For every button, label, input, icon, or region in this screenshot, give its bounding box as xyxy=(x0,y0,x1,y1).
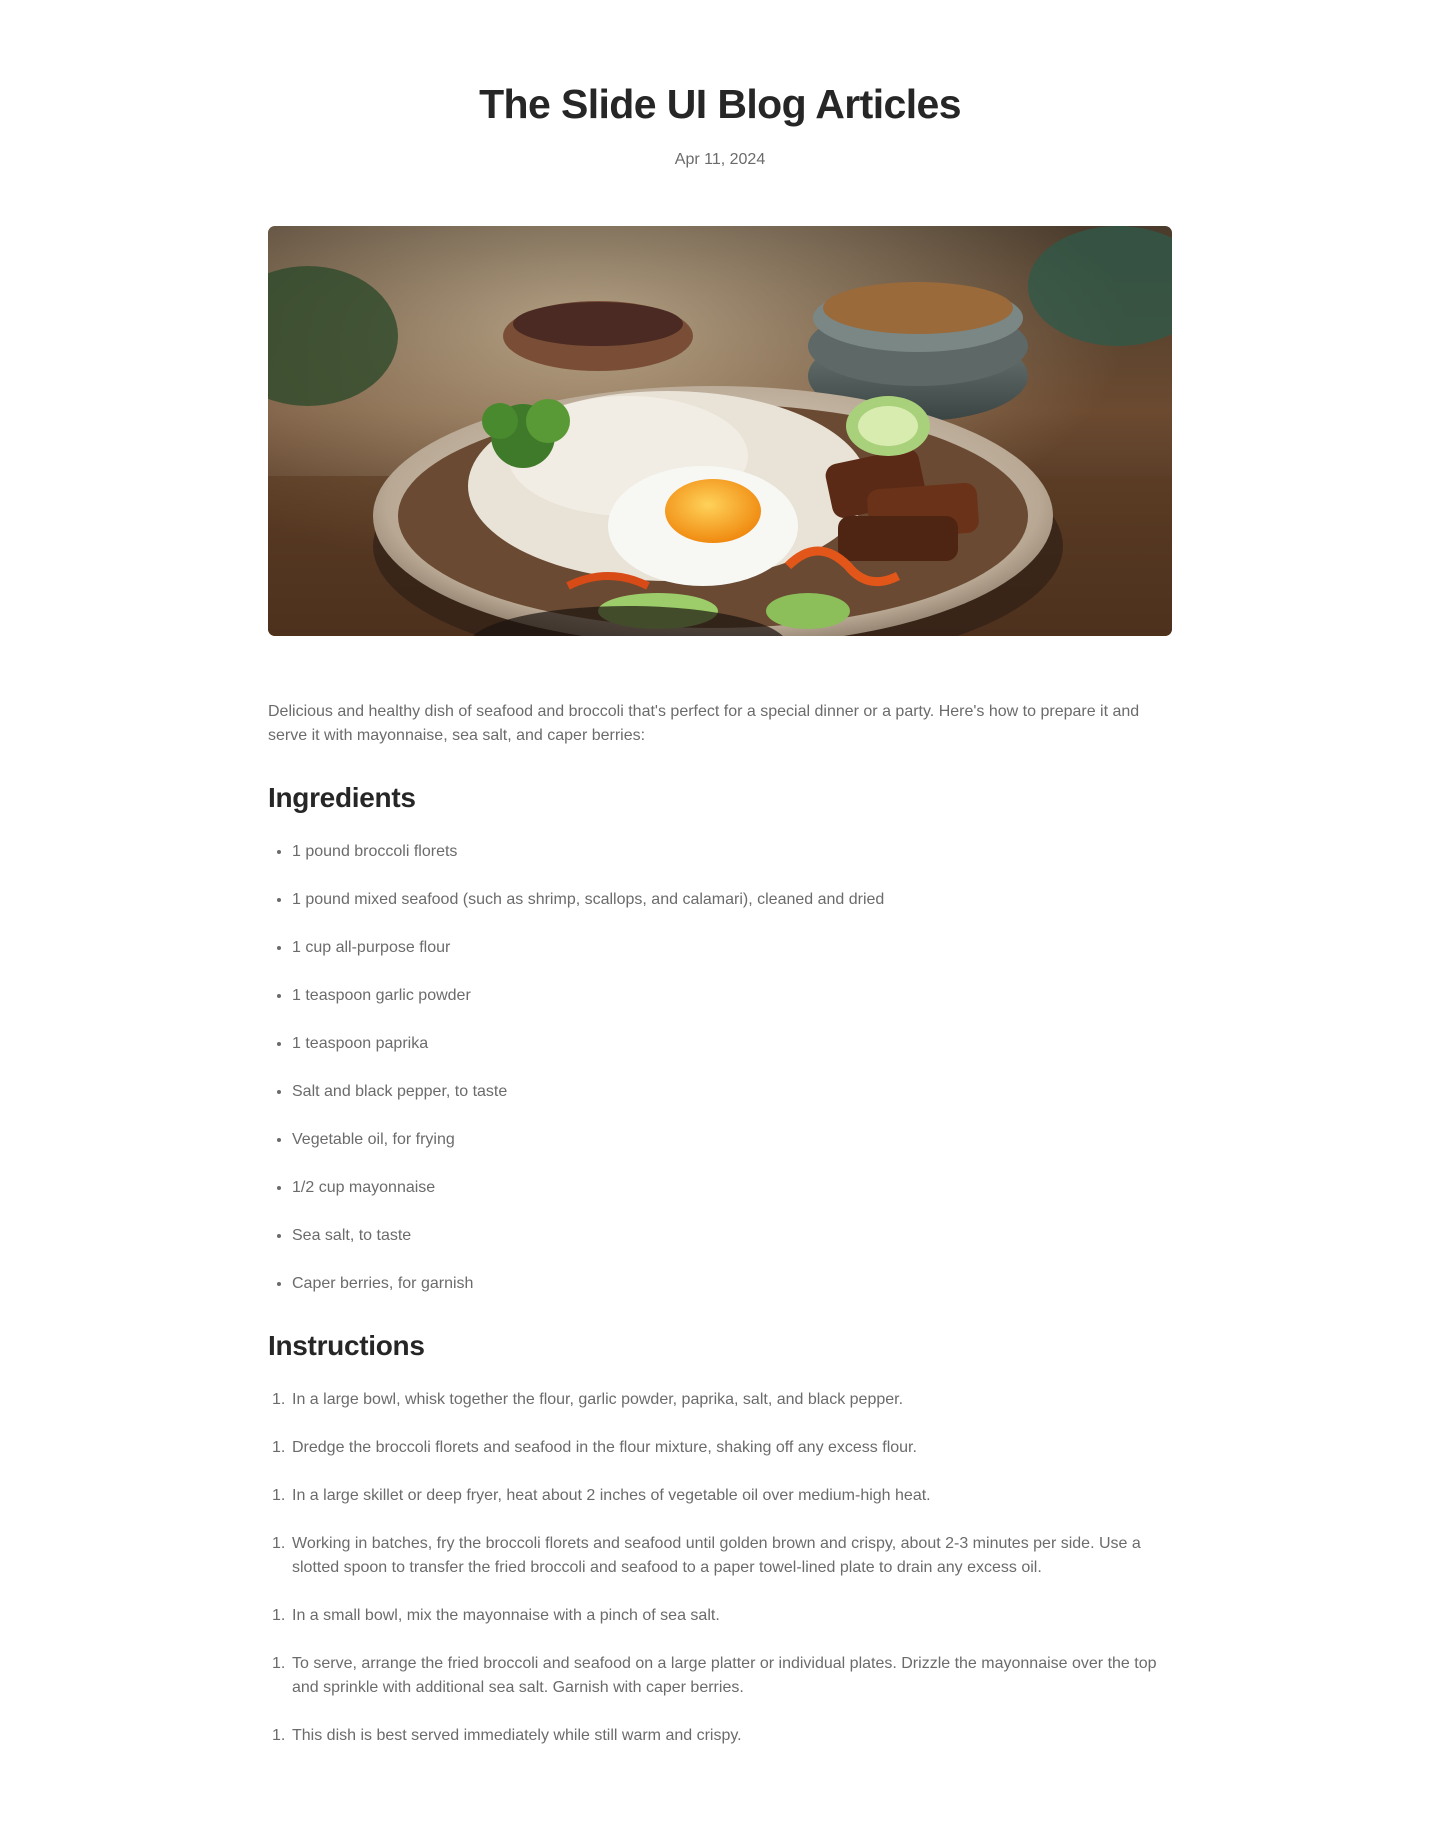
instruction-step xyxy=(272,1604,1172,1628)
instruction-step xyxy=(272,1484,1172,1508)
ingredients-heading: Ingredients xyxy=(268,782,416,813)
instruction-step xyxy=(272,1652,1172,1700)
step-number: 1. xyxy=(272,1607,286,1624)
step-text: In a large bowl, whisk together the flour, garlic powder, paprika, salt, and black pepper. xyxy=(292,1391,904,1408)
step-number: 1. xyxy=(272,1487,286,1504)
ingredient-item: • 1/2 cup mayonnaise xyxy=(292,1176,1172,1200)
instruction-step xyxy=(272,1388,1172,1412)
ingredient-item: • 1 cup all-purpose flour xyxy=(292,936,1172,960)
instruction-step xyxy=(272,1532,1172,1580)
ingredient-item: • Vegetable oil, for frying xyxy=(292,1128,1172,1152)
step-text: This dish is best served immediately while still warm and crispy. xyxy=(292,1727,742,1744)
ingredient-item: • 1 teaspoon garlic powder xyxy=(292,984,1172,1008)
step-text: To serve, arrange the fried broccoli and seafood on a large platter or individual plates. Drizzle the mayonnaise over the top and sprinkle with additional sea salt. Garnish with caper berries. xyxy=(292,1655,1157,1696)
blog-article xyxy=(268,0,1172,1748)
step-number: 1. xyxy=(272,1535,286,1552)
ingredient-item: • Salt and black pepper, to taste xyxy=(292,1080,1172,1104)
step-number: 1. xyxy=(272,1391,286,1408)
instruction-step xyxy=(272,1724,1172,1748)
instructions-heading: Instructions xyxy=(268,1330,425,1361)
step-text: In a small bowl, mix the mayonnaise with a pinch of sea salt. xyxy=(292,1607,720,1624)
ingredients-list xyxy=(268,840,1172,1296)
step-text: Working in batches, fry the broccoli florets and seafood until golden brown and crispy, about 2-3 minutes per side. Use a slotted spoon to transfer the fried broccoli and seafood to a paper towel-lined plate to drain any excess oil. xyxy=(292,1535,1141,1576)
intro-paragraph: Delicious and healthy dish of seafood and broccoli that's perfect for a special dinner or a party. Here's how to prepare it and serve it with mayonnaise, sea salt, and caper berries: xyxy=(268,703,1140,744)
page-title: The Slide UI Blog Articles xyxy=(479,81,961,127)
instructions-list xyxy=(268,1388,1172,1748)
article-header xyxy=(268,78,1172,171)
ingredient-item: • Sea salt, to taste xyxy=(292,1224,1172,1248)
ingredient-item: • 1 pound broccoli florets xyxy=(292,840,1172,864)
step-number: 1. xyxy=(272,1655,286,1672)
ingredient-item: • 1 pound mixed seafood (such as shrimp, scallops, and calamari), cleaned and dried xyxy=(292,888,1172,912)
step-text: Dredge the broccoli florets and seafood in the flour mixture, shaking off any excess flour. xyxy=(292,1439,917,1456)
instruction-step xyxy=(272,1436,1172,1460)
step-number: 1. xyxy=(272,1439,286,1456)
publish-date: Apr 11, 2024 xyxy=(674,151,766,168)
hero-image xyxy=(268,226,1172,636)
step-text: In a large skillet or deep fryer, heat about 2 inches of vegetable oil over medium-high heat. xyxy=(292,1487,931,1504)
step-number: 1. xyxy=(272,1727,286,1744)
ingredient-item: • Caper berries, for garnish xyxy=(292,1272,1172,1296)
ingredient-item: • 1 teaspoon paprika xyxy=(292,1032,1172,1056)
